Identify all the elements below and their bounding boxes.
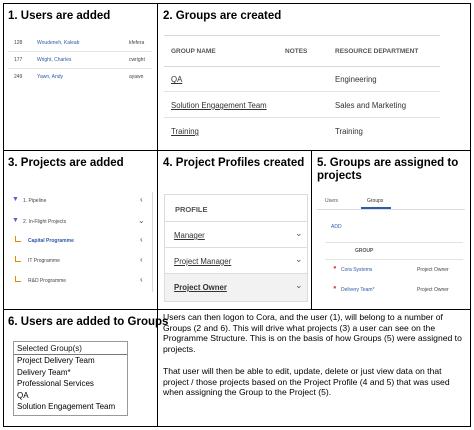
user-name-link[interactable]: Woudeneh, Kaleab: [37, 40, 80, 46]
group-assignment-panel: [317, 192, 465, 302]
active-tab-underline: [361, 207, 391, 209]
group-icon: ●: [333, 285, 337, 291]
row-divider-2: [3, 309, 471, 310]
col-group: GROUP: [355, 248, 374, 254]
assignment-table-header: [325, 242, 463, 260]
chevron-left-icon[interactable]: ‹: [140, 235, 143, 244]
panel-3-title: 3. Projects are added: [8, 157, 124, 169]
panel-6-title: 6. Users are added to Groups: [8, 316, 169, 328]
group-name-link[interactable]: QA: [171, 75, 183, 84]
chevron-down-icon[interactable]: ⌄: [295, 228, 303, 238]
tree-item-label: 1. Pipeline: [23, 198, 47, 204]
assignment-row-1[interactable]: [325, 263, 463, 277]
panel-2-title: 2. Groups are created: [163, 10, 282, 22]
col-notes: NOTES: [285, 48, 308, 55]
selected-group-item[interactable]: Professional Services: [17, 379, 94, 388]
explanation-paragraph-1: Users can then logon to Cora, and the user (1), will belong to a number of Groups (2 and 6). This will drive what projects (3) a user can see on the Programme Structure. This is on the basis of how Groups (5) were assigned to projects.: [163, 312, 462, 354]
user-name-link[interactable]: Wright, Charles: [37, 57, 72, 63]
profile-row-2[interactable]: [165, 247, 307, 274]
branch-icon: [15, 236, 21, 242]
branch-icon: [15, 276, 21, 282]
selected-group-item[interactable]: Delivery Team*: [17, 368, 71, 377]
chevron-left-icon[interactable]: ‹: [140, 195, 143, 204]
assigned-profile: Project Owner: [417, 267, 449, 273]
chevron-left-icon[interactable]: ‹: [140, 255, 143, 264]
user-login: ayawn: [129, 74, 144, 80]
user-name-link[interactable]: Yawn, Andy: [37, 74, 64, 80]
selected-group-item[interactable]: Project Delivery Team: [17, 356, 95, 365]
border-left: [3, 3, 4, 427]
group-icon: ●: [333, 265, 337, 271]
funnel-icon: ▼: [12, 196, 19, 203]
tree-item-rd[interactable]: [8, 272, 148, 290]
tab-bar: [317, 192, 465, 210]
panel-1-title: 1. Users are added: [8, 10, 111, 22]
profile-list: [164, 194, 308, 302]
assigned-group-link[interactable]: Delivery Team*: [341, 287, 375, 293]
panel-5-title-line-1: 5. Groups are assigned to: [317, 157, 459, 169]
user-id: 249: [14, 74, 23, 80]
tree-item-label: R&D Programme: [28, 278, 67, 284]
profile-header: PROFILE: [175, 205, 208, 214]
chevron-left-icon[interactable]: ‹: [140, 275, 143, 284]
tab-groups[interactable]: Groups: [367, 198, 384, 204]
selected-groups-header: Selected Group(s): [17, 344, 82, 353]
selected-group-item[interactable]: QA: [17, 391, 29, 400]
tree-item-in-flight[interactable]: [8, 213, 148, 231]
groups-row-1[interactable]: [164, 66, 440, 92]
selected-group-item[interactable]: Solution Engagement Team: [17, 402, 116, 411]
tree-item-label: Capital Programme: [28, 238, 74, 244]
profile-link[interactable]: Project Owner: [174, 283, 227, 292]
col-resource-department: RESOURCE DEPARTMENT: [335, 48, 419, 55]
tree-item-label: IT Programme: [28, 258, 60, 264]
groups-table-header: [164, 35, 440, 67]
selected-groups-list[interactable]: [13, 341, 128, 416]
tree-item-label: 2. In-Flight Projects: [23, 219, 67, 225]
profile-row-1[interactable]: [165, 221, 307, 248]
profile-row-3[interactable]: [165, 273, 307, 301]
resource-department: Training: [335, 127, 363, 136]
funnel-icon: ▼: [12, 217, 19, 224]
profile-link[interactable]: Manager: [174, 231, 205, 240]
panel-5-title-line-2: projects: [317, 170, 362, 182]
border-bottom: [3, 426, 471, 427]
resource-department: Engineering: [335, 75, 377, 84]
tree-item-it[interactable]: [8, 252, 148, 270]
col-group-name: GROUP NAME: [171, 48, 216, 55]
explanation-paragraph-2: That user will then be able to edit, update, delete or just view data on that project / those projects based on the Project Profile (4 and 5) that was used when assigning the Group to the Project (5).: [163, 366, 450, 397]
assigned-group-link[interactable]: Cora Systems: [341, 267, 373, 273]
user-id: 177: [14, 57, 23, 63]
profile-link[interactable]: Project Manager: [174, 257, 232, 266]
col-divider-1: [157, 3, 158, 427]
groups-table: [164, 35, 440, 143]
users-row-1[interactable]: [8, 35, 152, 52]
add-button[interactable]: ADD: [331, 224, 342, 230]
chevron-down-icon[interactable]: ⌄: [295, 280, 303, 290]
border-right: [470, 3, 471, 427]
border-top: [3, 3, 471, 4]
programme-tree: [8, 192, 153, 292]
group-name-link[interactable]: Solution Engagement Team: [171, 101, 267, 110]
assigned-profile: Project Owner: [417, 287, 449, 293]
selected-groups-divider: [14, 354, 127, 355]
users-row-2[interactable]: [8, 52, 152, 69]
resource-department: Sales and Marketing: [335, 101, 407, 110]
assignment-row-2[interactable]: [325, 283, 463, 297]
users-row-3[interactable]: [8, 69, 152, 85]
row-divider-1: [3, 150, 471, 151]
user-id: 128: [14, 40, 23, 46]
groups-row-3[interactable]: [164, 118, 440, 143]
user-login: cwright: [129, 57, 145, 63]
tree-item-capital[interactable]: [8, 232, 148, 250]
branch-icon: [15, 256, 21, 262]
groups-row-2[interactable]: [164, 92, 440, 118]
tab-users[interactable]: Users: [325, 198, 339, 204]
chevron-down-icon[interactable]: ⌄: [138, 216, 145, 225]
chevron-down-icon[interactable]: ⌄: [295, 254, 303, 264]
panel-4-title: 4. Project Profiles created: [163, 157, 305, 169]
col-divider-2: [311, 150, 312, 309]
user-login: kfefera: [129, 40, 145, 46]
users-table: [8, 35, 152, 85]
group-name-link[interactable]: Training: [171, 127, 199, 136]
tree-item-pipeline[interactable]: [8, 192, 148, 210]
